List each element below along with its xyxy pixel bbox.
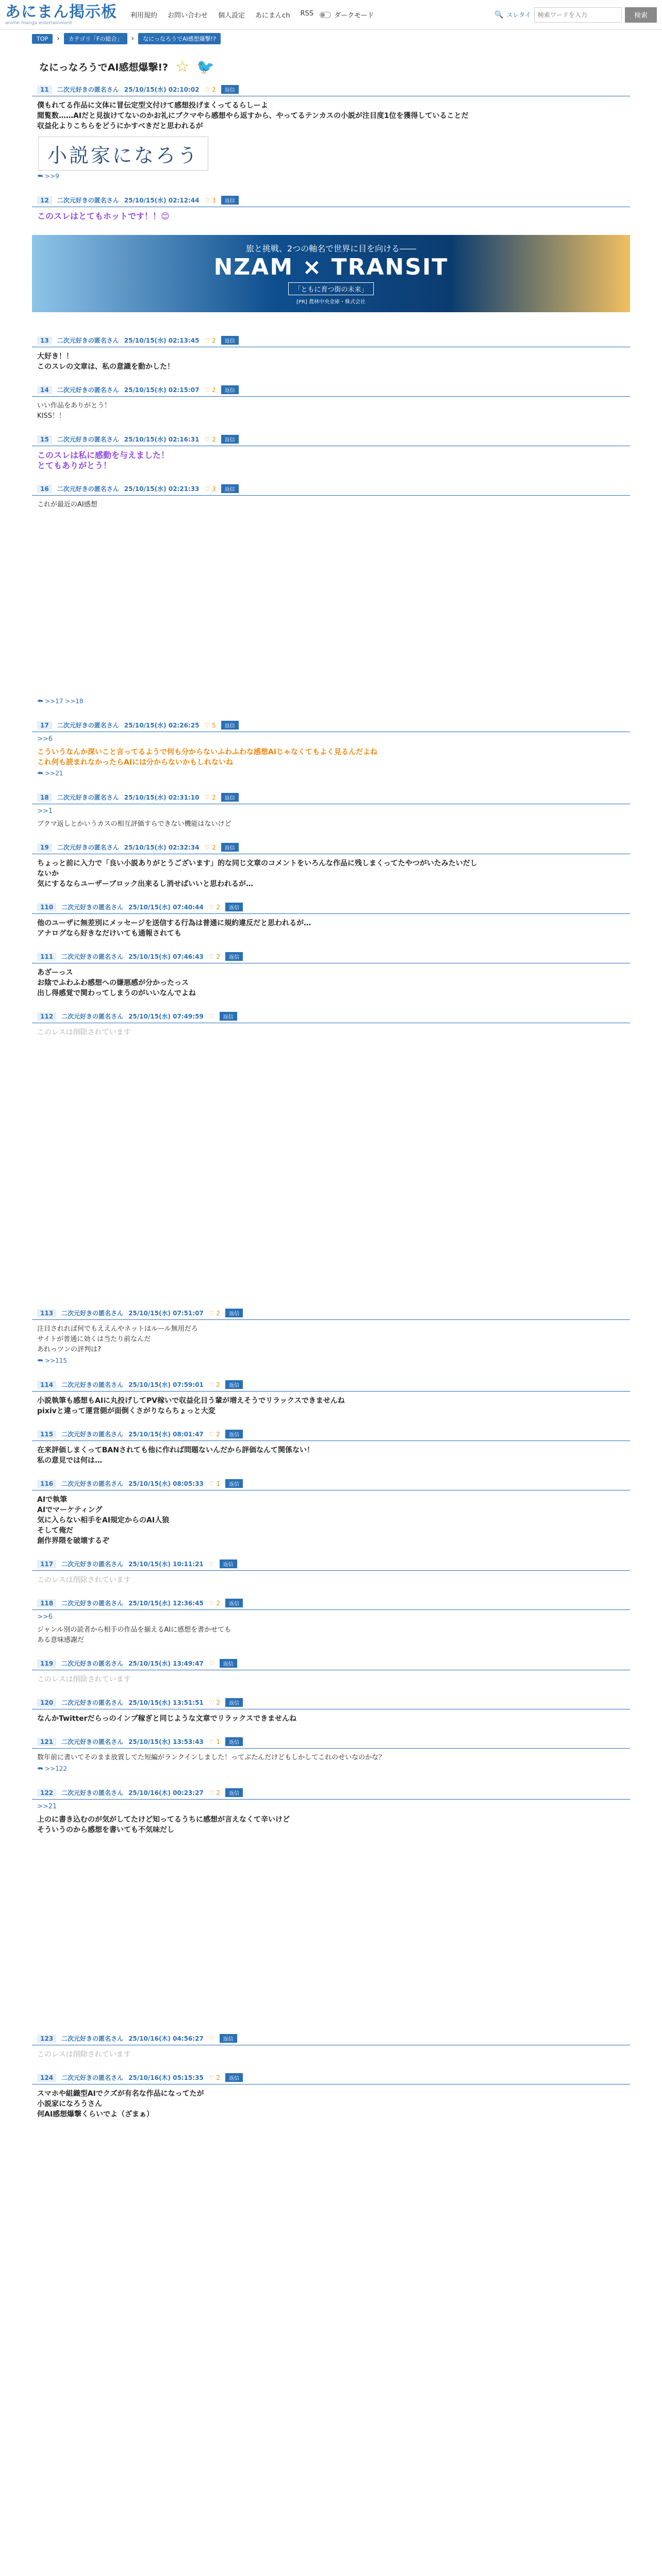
post <box>32 2073 630 2120</box>
nav-terms[interactable]: 利用規約 <box>130 12 158 20</box>
reply-button[interactable]: 返信 <box>225 1479 243 1488</box>
post-author: 二次元好きの匿名さん <box>61 2074 124 2081</box>
post-date: 25/10/15(水) 02:32:34 <box>124 844 200 851</box>
heart-icon: ♡ <box>208 2074 214 2081</box>
post-date: 25/10/15(水) 02:31:10 <box>124 794 200 801</box>
post-date: 25/10/15(水) 02:26:25 <box>124 722 200 729</box>
toggle-switch-icon[interactable] <box>320 12 331 18</box>
like-count[interactable] <box>209 904 220 911</box>
heart-icon: ♡ <box>208 903 214 911</box>
post-meta <box>32 1698 630 1709</box>
nav-animanch[interactable]: あにまんch <box>255 12 290 20</box>
post-anchor[interactable]: >>21 <box>37 1803 57 1810</box>
post <box>32 1380 630 1416</box>
post-body: 小説執筆も感想もAIに丸投げしてPV稼いで収益化目う輩が増えそうでリラックスできませんね pixivと違って運営側が面倒くさがりならちょっと大変 <box>37 1397 345 1415</box>
reply-links-text: >>21 <box>44 770 63 777</box>
post-number[interactable]: 16 <box>37 485 52 493</box>
breadcrumb-category[interactable]: カテゴリ「Fの総合」 <box>64 33 127 44</box>
reply-button[interactable]: 返信 <box>220 1659 237 1668</box>
post-number[interactable]: 14 <box>37 386 52 394</box>
post-body: 数年前に書いてそのまま放置してた短編がランクインしました！ってぶたんだけどもしかしてこれのせいなのかな？ <box>37 1754 386 1761</box>
like-number: 2 <box>216 1699 221 1706</box>
heart-icon: ♡ <box>208 1789 214 1797</box>
post-body: このスレはとてもホットです！！😊 <box>37 211 170 221</box>
post-number[interactable]: 116 <box>37 1480 56 1488</box>
post <box>32 1430 630 1466</box>
heart-icon: ♡ <box>204 485 210 493</box>
reply-button[interactable]: 返信 <box>225 903 243 911</box>
heart-icon: ♡ <box>204 435 210 443</box>
post-body: 大好き！！ このスレの文章は、私の意識を動かした！ <box>37 352 174 371</box>
post-number[interactable]: 121 <box>37 1738 56 1746</box>
post-date: 25/10/15(水) 02:21:33 <box>124 485 200 493</box>
post <box>32 903 630 939</box>
post-date: 25/10/15(水) 07:46:43 <box>128 953 204 960</box>
reply-links[interactable] <box>32 171 630 182</box>
heart-icon: ♡ <box>208 1560 214 1568</box>
heart-icon: ♡ <box>208 2035 214 2042</box>
post-author: 二次元好きの匿名さん <box>57 386 119 394</box>
post-date: 25/10/15(水) 02:12:44 <box>124 197 200 204</box>
like-count[interactable] <box>209 1013 214 1020</box>
post-number[interactable]: 19 <box>37 843 52 852</box>
post-body: ジャンル別の読者から相手の作品を揃えるAIに感想を書かせても ある意味感謝だ <box>37 1626 231 1644</box>
breadcrumb-top[interactable]: TOP <box>32 34 53 44</box>
ad-headline: NZAM × TRANSIT <box>213 254 449 280</box>
reply-button[interactable]: 返信 <box>225 1698 243 1707</box>
reply-button[interactable]: 返信 <box>221 721 239 730</box>
post-date: 25/10/15(水) 02:13:45 <box>124 337 200 344</box>
post <box>32 793 630 829</box>
reply-button[interactable]: 返信 <box>220 1560 237 1568</box>
post-number[interactable]: 120 <box>37 1699 56 1707</box>
post-date: 25/10/15(水) 07:40:44 <box>128 904 204 911</box>
post-meta <box>32 1599 630 1610</box>
like-count[interactable] <box>209 1561 214 1568</box>
post-body: 注目されれば何でもええんやネットはルール無用だろ サイトが普通に効くは当たり前なんだ あれっツンの評判は? <box>37 1325 198 1353</box>
image-area <box>32 1835 630 2021</box>
post-author: 二次元好きの匿名さん <box>61 2035 124 2042</box>
like-count[interactable] <box>209 1600 220 1607</box>
like-count[interactable] <box>204 722 216 729</box>
like-count[interactable] <box>204 337 216 344</box>
reply-button[interactable]: 返信 <box>225 1737 243 1746</box>
nav-settings[interactable]: 個人設定 <box>218 12 245 20</box>
post-number[interactable]: 13 <box>37 336 52 345</box>
top-nav <box>130 10 313 20</box>
like-count[interactable] <box>204 386 216 394</box>
reply-links[interactable] <box>32 1355 630 1367</box>
post-author: 二次元好きの匿名さん <box>57 485 119 493</box>
reply-arrow-icon: ⮪ <box>37 1357 45 1364</box>
reply-button[interactable]: 返信 <box>225 1380 243 1389</box>
post <box>32 1698 630 1724</box>
like-number: 2 <box>216 953 221 960</box>
reply-links-text: >>9 <box>44 173 59 180</box>
ad-tagline: 「ともに育つ街の未来」 <box>288 282 373 295</box>
thread <box>32 58 630 2120</box>
post-author: 二次元好きの匿名さん <box>61 1381 124 1388</box>
like-number: 2 <box>216 1599 221 1607</box>
post-number[interactable]: 11 <box>37 86 52 94</box>
post-meta <box>32 1659 630 1670</box>
post-body: 他のユーザに無差別にメッセージを送信する行為は普通に規約違反だと思われるが… アナログなら好きなだけいても通報されても <box>37 919 311 938</box>
post-body: いい作品をありがとう！ KISS！！ <box>37 402 111 420</box>
post-author: 二次元好きの匿名さん <box>57 844 119 851</box>
heart-icon: ♡ <box>204 386 210 394</box>
post-date: 25/10/15(水) 07:59:01 <box>128 1381 204 1388</box>
heart-icon: ♡ <box>208 953 214 960</box>
post-body: 在来評価しまくってBANされても他に作れば問題ないんだから評価なんて関係ない！ 私の意見では何は… <box>37 1446 314 1465</box>
post-author: 二次元好きの匿名さん <box>61 1699 124 1706</box>
ad-banner[interactable] <box>32 235 630 312</box>
post-meta <box>32 484 630 496</box>
site-header <box>0 0 662 30</box>
heart-icon: ♡ <box>204 336 210 344</box>
post-meta <box>32 85 630 96</box>
like-count[interactable] <box>209 2035 214 2042</box>
heart-icon: ♡ <box>204 86 210 93</box>
post-meta <box>32 2073 630 2084</box>
reply-button[interactable]: 返信 <box>225 952 243 961</box>
post-author: 二次元好きの匿名さん <box>61 1561 124 1568</box>
post-author: 二次元好きの匿名さん <box>57 436 119 443</box>
post-author: 二次元好きの匿名さん <box>61 1013 124 1020</box>
post-body: スマホや組織型AIでクズが有名な作品になってたが 小説家になろうさん 何AI感想爆撃くらいでよ（ざまぁ） <box>37 2090 204 2119</box>
nav-contact[interactable]: お問い合わせ <box>168 12 208 20</box>
post-body: ブクマ返しとかいうカスの相互評価すらできない機能はないけど <box>37 820 231 828</box>
post-body: AIで執筆 AIでマーケティング 気に入らない相手をAI規定からのAI人狼 そして俺だ 創作界隈を破壊するぞ <box>37 1496 170 1545</box>
twitter-share-icon[interactable]: 🐦 <box>196 58 214 75</box>
post-author: 二次元好きの匿名さん <box>57 337 119 344</box>
reply-arrow-icon: ⮪ <box>37 1765 45 1772</box>
like-count[interactable] <box>209 2074 220 2081</box>
like-count[interactable] <box>209 1738 220 1745</box>
breadcrumb <box>0 30 662 44</box>
post-number[interactable]: 15 <box>37 435 52 444</box>
like-count[interactable] <box>209 1431 220 1438</box>
post-meta <box>32 721 630 732</box>
reply-button[interactable]: 返信 <box>221 196 239 205</box>
post-date: 25/10/15(水) 12:36:45 <box>128 1600 204 1607</box>
like-number: 2 <box>216 2074 221 2081</box>
like-number: 5 <box>212 721 216 729</box>
post-anchor[interactable]: >>6 <box>37 735 53 743</box>
like-number: 2 <box>212 336 216 344</box>
post-anchor[interactable]: >>1 <box>37 807 53 815</box>
post-number[interactable]: 111 <box>37 953 56 961</box>
post-date: 25/10/15(水) 07:49:59 <box>128 1013 204 1020</box>
image-area <box>32 1038 630 1295</box>
post <box>32 1012 630 1295</box>
post-number[interactable]: 110 <box>37 903 56 911</box>
heart-icon: ♡ <box>208 1381 214 1388</box>
heart-icon: ♡ <box>208 1659 214 1667</box>
post-number[interactable]: 113 <box>37 1309 56 1317</box>
post-date: 25/10/15(水) 13:51:51 <box>128 1699 204 1706</box>
like-number: 3 <box>212 485 216 493</box>
logo-text: あにまん掲示板 <box>5 3 117 21</box>
post-meta <box>32 1309 630 1320</box>
like-number: 2 <box>212 843 216 851</box>
reply-arrow-icon: ⮪ <box>37 173 45 180</box>
reply-button[interactable]: 返信 <box>221 484 239 493</box>
post-meta <box>32 903 630 914</box>
post-author: 二次元好きの匿名さん <box>61 1660 124 1667</box>
like-number: 1 <box>216 1480 221 1487</box>
post <box>32 2034 630 2060</box>
reply-button[interactable]: 返信 <box>225 1430 243 1438</box>
reply-button[interactable]: 返信 <box>225 1309 243 1317</box>
post-meta <box>32 1430 630 1441</box>
post-meta <box>32 952 630 963</box>
post <box>32 336 630 372</box>
post-date: 25/10/15(水) 13:53:43 <box>128 1738 204 1745</box>
logo-subtitle: anime manga entertainment <box>5 20 72 26</box>
thread-title-row <box>39 58 630 76</box>
post-number[interactable]: 122 <box>37 1789 56 1797</box>
post-author: 二次元好きの匿名さん <box>57 86 119 93</box>
heart-icon: ♡ <box>204 843 210 851</box>
post <box>32 721 630 779</box>
post-date: 25/10/16(木) 00:23:27 <box>128 1789 204 1797</box>
post-author: 二次元好きの匿名さん <box>61 1789 124 1797</box>
post-body: このレスは削除されています <box>37 2050 131 2059</box>
post <box>32 952 630 998</box>
post-meta <box>32 336 630 347</box>
favorite-star-icon[interactable]: ☆ <box>175 58 189 76</box>
heart-icon: ♡ <box>208 1480 214 1487</box>
post-date: 25/10/15(水) 02:10:02 <box>124 86 200 93</box>
post-number[interactable]: 17 <box>37 721 52 730</box>
post-number[interactable]: 123 <box>37 2035 56 2043</box>
post-author: 二次元好きの匿名さん <box>57 722 119 729</box>
post-date: 25/10/15(水) 07:51:07 <box>128 1310 204 1317</box>
post <box>32 484 630 707</box>
reply-button[interactable]: 返信 <box>221 336 239 345</box>
heart-icon: ♡ <box>208 1012 214 1020</box>
post-meta <box>32 1788 630 1800</box>
like-count[interactable] <box>209 1699 220 1706</box>
heart-icon: ♡ <box>208 1738 214 1745</box>
post-meta <box>32 793 630 804</box>
heart-icon: ♡ <box>208 1430 214 1438</box>
post-date: 25/10/15(水) 08:01:47 <box>128 1431 204 1438</box>
dark-mode-label: ダークモード <box>334 12 374 20</box>
reply-links-text: >>122 <box>44 1765 67 1772</box>
post-body: 僕もれてる作品に文体に冒伝定型文付けて感想投げまくってるらしーよ 閲覧数……AIだと見抜けてないのかお礼にブクマやら感想やら返すから、やってるテンカスの小説が注目度1位を獲得していることだ 収益化よりこちらをどうにかすべきだと思われるが <box>37 101 469 130</box>
chevron-right-icon: › <box>131 35 135 43</box>
post-anchor[interactable]: >>6 <box>37 1613 53 1621</box>
post-list <box>32 85 630 2120</box>
post-meta <box>32 1012 630 1023</box>
like-count[interactable] <box>204 485 216 493</box>
like-number: 2 <box>212 793 216 801</box>
post-date: 25/10/15(水) 13:49:47 <box>128 1660 204 1667</box>
reply-button[interactable]: 返信 <box>221 435 239 444</box>
heart-icon: ♡ <box>204 721 210 729</box>
post-body: なんかTwitterだらっのインプ稼ぎと同じような文章でリラックスできませんね <box>37 1715 297 1723</box>
post-number[interactable]: 119 <box>37 1659 56 1668</box>
reply-button[interactable]: 返信 <box>221 843 239 852</box>
post-author: 二次元好きの匿名さん <box>61 1431 124 1438</box>
like-number: 2 <box>216 1789 221 1797</box>
post-number[interactable]: 114 <box>37 1381 56 1389</box>
post <box>32 435 630 471</box>
post-body: このスレは私に感動を与えました！ とてもありがとう！ <box>37 450 170 470</box>
post-date: 25/10/16(木) 05:15:35 <box>128 2074 204 2081</box>
post-date: 25/10/15(水) 10:11:21 <box>128 1561 204 1568</box>
post-meta <box>32 2034 630 2045</box>
like-count[interactable] <box>209 1789 220 1797</box>
post-author: 二次元好きの匿名さん <box>61 1310 124 1317</box>
post <box>32 1479 630 1546</box>
reply-button[interactable]: 返信 <box>225 2073 243 2082</box>
post <box>32 1788 630 2021</box>
reply-button[interactable]: 返信 <box>221 793 239 802</box>
heart-icon: ♡ <box>208 1599 214 1607</box>
search-bar <box>494 7 657 23</box>
search-type-select[interactable]: スレタイ <box>506 11 531 19</box>
post <box>32 85 630 182</box>
post-number[interactable]: 12 <box>37 196 52 205</box>
site-logo[interactable] <box>5 4 117 26</box>
like-count[interactable] <box>204 844 216 851</box>
post <box>32 1659 630 1685</box>
search-button[interactable]: 検索 <box>625 7 657 23</box>
like-number: 2 <box>212 386 216 394</box>
like-count[interactable] <box>204 794 216 801</box>
thread-title: なにっなろうでAI感想爆撃!? <box>39 62 169 73</box>
post-body: ちょっと前に入力で「良い小説ありがとうございます」的な同じ文章のコメントをいろんな作品に残しまくってたやつがいたみたいだし ないか 気にするならユーザーブロック出来るし消せばいいと思われるが… <box>37 859 477 888</box>
reply-links-text: >>115 <box>44 1357 67 1364</box>
post-meta <box>32 385 630 397</box>
post-meta <box>32 196 630 207</box>
like-number: 2 <box>212 435 216 443</box>
image-area <box>32 510 630 696</box>
post-body: これが最近のAI感想 <box>37 501 97 509</box>
post-meta <box>32 1737 630 1749</box>
chevron-right-icon: › <box>57 35 60 43</box>
reply-arrow-icon: ⮪ <box>37 770 45 777</box>
reply-button[interactable]: 返信 <box>221 85 239 94</box>
post-date: 25/10/15(水) 02:15:07 <box>124 386 200 394</box>
post-number[interactable]: 18 <box>37 793 52 802</box>
like-count[interactable] <box>209 953 220 960</box>
like-number: 2 <box>216 1309 221 1317</box>
search-input[interactable] <box>534 7 622 23</box>
reply-button[interactable]: 返信 <box>220 1012 237 1021</box>
reply-links[interactable] <box>32 1763 630 1775</box>
post-number[interactable]: 118 <box>37 1599 56 1607</box>
post-date: 25/10/15(水) 08:05:33 <box>128 1480 204 1487</box>
reply-links[interactable] <box>32 768 630 779</box>
post <box>32 1560 630 1585</box>
post-author: 二次元好きの匿名さん <box>61 953 124 960</box>
reply-button[interactable]: 返信 <box>225 1788 243 1797</box>
post-meta <box>32 843 630 854</box>
like-number: 2 <box>212 86 216 93</box>
heart-icon: ♡ <box>204 196 210 204</box>
post-number[interactable]: 112 <box>37 1012 56 1021</box>
nav-rss[interactable]: RSS <box>300 10 313 18</box>
post <box>32 196 630 222</box>
post-body: このレスは削除されています <box>37 1675 131 1684</box>
post-number[interactable]: 115 <box>37 1430 56 1438</box>
like-count[interactable] <box>209 1310 220 1317</box>
post <box>32 1737 630 1775</box>
post-body: こういうなんか深いこと言ってるようで何も分からないふわふわな感想AIじゃなくてもよく見るんだよね これ何も読まれなかったらAIには分からないかもしれないね <box>37 748 378 767</box>
post-meta <box>32 1560 630 1571</box>
reply-button[interactable]: 返信 <box>221 385 239 394</box>
post-meta <box>32 1479 630 1490</box>
post-body: 上のに書き込むのが気がしてたけど知ってるうちに感想が言えなくて辛いけど そういうのから感想を書いても不気味だし <box>37 1816 290 1834</box>
like-number: 1 <box>216 1738 221 1745</box>
post <box>32 385 630 421</box>
like-number: 2 <box>216 1430 221 1438</box>
post-author: 二次元好きの匿名さん <box>61 1738 124 1745</box>
heart-icon: ♡ <box>208 1699 214 1706</box>
ad-footer: [PR] 農林中央金庫・株式会社 <box>296 299 366 305</box>
heart-icon: ♡ <box>208 1309 214 1317</box>
like-count[interactable] <box>204 197 216 204</box>
breadcrumb-thread[interactable]: なにっなろうでAI感想爆撃!? <box>138 33 221 44</box>
post-date: 25/10/16(木) 04:56:27 <box>128 2035 204 2042</box>
ad-line1: 旅と挑戦、2つの軸名で世界に目を向ける―― <box>245 244 417 253</box>
reply-links-text: >>17 >>18 <box>44 698 84 705</box>
post-number[interactable]: 117 <box>37 1560 56 1568</box>
post-meta <box>32 435 630 446</box>
like-number: 3 <box>212 196 216 204</box>
dark-mode-toggle[interactable] <box>320 10 374 20</box>
reply-links[interactable] <box>32 696 630 707</box>
post-author: 二次元好きの匿名さん <box>57 197 119 204</box>
like-count[interactable] <box>204 86 216 93</box>
like-number: 2 <box>216 1381 221 1388</box>
like-count[interactable] <box>209 1381 220 1388</box>
like-count[interactable] <box>204 436 216 443</box>
like-count[interactable] <box>209 1660 214 1667</box>
post-author: 二次元好きの匿名さん <box>57 794 119 801</box>
post-body: あざーっス お陰でふわふわ感想への嫌悪感が分かったっス 出し得感覚で関わってしまうのがいいなんでよね <box>37 969 196 997</box>
like-count[interactable] <box>209 1480 220 1487</box>
post-number[interactable]: 124 <box>37 2074 56 2082</box>
search-icon: 🔍 <box>494 10 504 19</box>
post <box>32 1599 630 1646</box>
post <box>32 1309 630 1367</box>
post-meta <box>32 1380 630 1392</box>
post-author: 二次元好きの匿名さん <box>61 904 124 911</box>
heart-icon: ♡ <box>204 793 210 801</box>
reply-arrow-icon: ⮪ <box>37 698 45 705</box>
reply-button[interactable]: 返信 <box>225 1599 243 1607</box>
reply-button[interactable]: 返信 <box>220 2034 237 2043</box>
like-number: 2 <box>216 903 221 911</box>
post-date: 25/10/15(水) 02:16:31 <box>124 436 200 443</box>
post-author: 二次元好きの匿名さん <box>61 1480 124 1487</box>
post <box>32 843 630 889</box>
post-body: このレスは削除されています <box>37 1576 131 1584</box>
post-body: このレスは削除されています <box>37 1028 131 1037</box>
post-author: 二次元好きの匿名さん <box>61 1600 124 1607</box>
narou-logo-image: 小説家になろう <box>38 137 208 171</box>
